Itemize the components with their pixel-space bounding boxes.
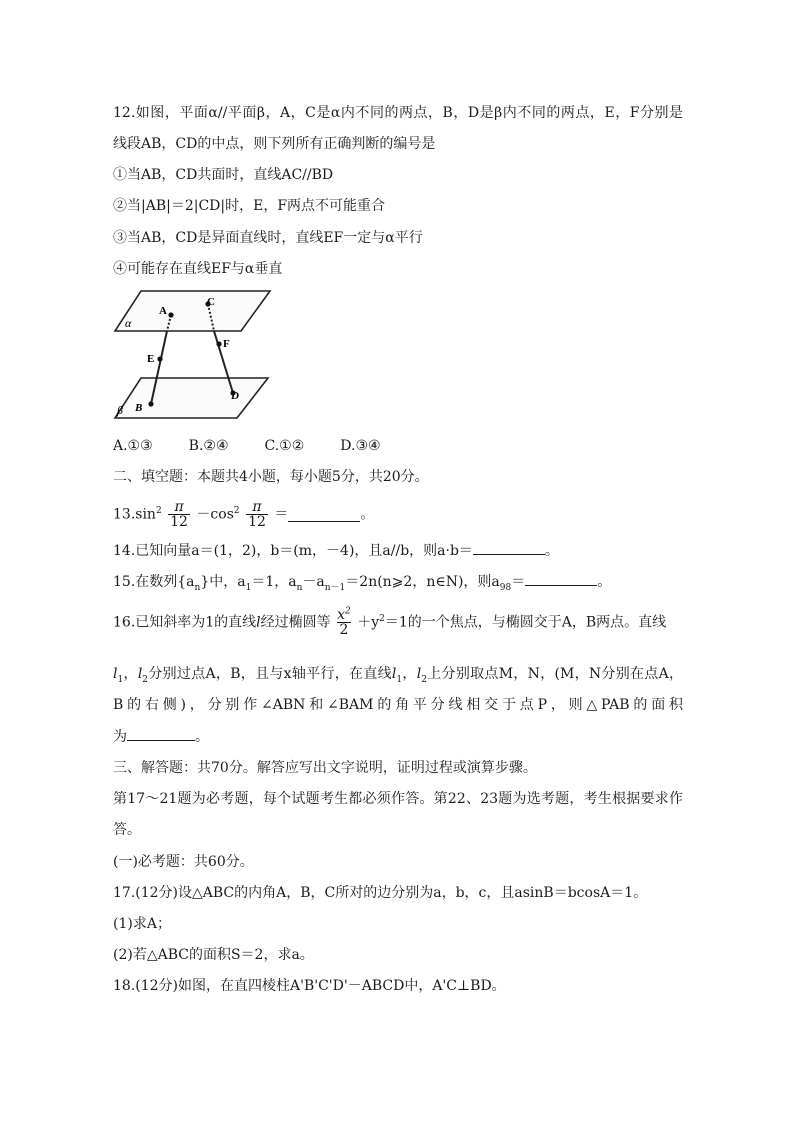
label-a: A xyxy=(159,305,167,317)
q13: $13.\sin^2$ $\frac{\pi}{12}$ $-\cos^2$ $\frac{\pi}{12}$ ＝ 。 xyxy=(113,499,375,530)
q12-statement-2: ②当|AB|＝2|CD|时，E，F两点不可能重合 xyxy=(113,198,386,214)
label-d: D xyxy=(231,390,239,402)
q16-line2: $l_1$，$l_2$分别过点A，B，且与x轴平行，在直线$l_1$，$l_2$上分别取点M，N，(M，N分别在点A， xyxy=(113,666,683,685)
label-e: E xyxy=(147,353,155,365)
parallel-planes-figure xyxy=(113,287,273,422)
q15: 15.在数列$\{a_n\}$中，$a_1=1$，$a_n-a_{n-1}=2n(n⩾2$，n∈N)，则$a_{98}=$ 。 xyxy=(113,574,612,593)
q14-answer-blank[interactable] xyxy=(473,541,545,555)
q12-line2: 线段AB，CD的中点，则下列所有正确判断的编号是 xyxy=(113,136,436,152)
q12-line1: 12.如图，平面α//平面β，A，C是α内不同的两点，B，D是β内不同的两点，E，F分别是 xyxy=(113,105,683,121)
label-f: F xyxy=(223,338,230,350)
plane-alpha xyxy=(115,291,270,331)
note-line1: 第17～21题为必考题，每个试题考生都必须作答。第22、23题为选考题，考生根据要求作 xyxy=(113,791,683,807)
q18-stem: 18.(12分)如图，在直四棱柱A'B'C'D'－ABCD中，A'C⊥BD。 xyxy=(113,978,506,994)
label-alpha: α xyxy=(125,316,132,330)
label-c: C xyxy=(207,296,215,308)
section-3-heading: 三、解答题：共70分。解答应写出文字说明，证明过程或演算步骤。 xyxy=(113,760,537,776)
label-beta: β xyxy=(117,403,123,417)
q12-statement-1: ①当AB，CD共面时，直线AC//BD xyxy=(113,167,334,183)
q16-line3: B的右侧)，分别作∠ABN和∠BAM的角平分线相交于点P，则△PAB的面积 xyxy=(113,697,683,713)
q15-answer-blank[interactable] xyxy=(525,572,597,586)
option-c[interactable]: C.①② xyxy=(264,438,305,454)
q16-line1: 16.已知斜率为1的直线l经过椭圆等 $\frac{x^2}{2}$ $+y^2=1$的一个焦点，与椭圆交于A，B两点。直线 xyxy=(113,606,667,638)
q16-line4: 为 。 xyxy=(113,729,209,745)
q12-statement-3: ③当AB，CD是异面直线时，直线EF一定与α平行 xyxy=(113,230,423,246)
q13-answer-blank[interactable] xyxy=(288,508,360,522)
q16-answer-blank[interactable] xyxy=(127,727,195,741)
point-f xyxy=(216,341,221,346)
option-d[interactable]: D.③④ xyxy=(340,438,381,454)
point-b xyxy=(148,401,153,406)
q13-frac-1: $\frac{\pi}{12}$ xyxy=(170,499,188,530)
option-a[interactable]: A.①③ xyxy=(113,438,153,454)
note-line2: 答。 xyxy=(113,822,141,838)
label-b: B xyxy=(135,402,143,414)
q17-part2: (2)若△ABC的面积S＝2，求a。 xyxy=(113,947,314,963)
q14: 14.已知向量a＝(1，2)，b＝(m，－4)，且a//b，则a·b＝ 。 xyxy=(113,543,559,559)
q12-statement-4: ④可能存在直线EF与α垂直 xyxy=(113,261,283,277)
compulsory-heading: (一)必考题：共60分。 xyxy=(113,854,254,870)
point-a xyxy=(168,312,173,317)
q13-frac-2: $\frac{\pi}{12}$ xyxy=(248,499,266,530)
section-2-heading: 二、填空题：本题共4小题，每小题5分，共20分。 xyxy=(113,469,429,485)
point-e xyxy=(157,356,162,361)
q12-options xyxy=(113,436,683,456)
q17-part1: (1)求A； xyxy=(113,916,171,932)
q16-frac: $\frac{x^2}{2}$ xyxy=(337,606,351,638)
option-b[interactable]: B.②④ xyxy=(188,438,229,454)
q17-stem: 17.(12分)设△ABC的内角A，B，C所对的边分别为a，b，c，且asinB＝bcosA＝1。 xyxy=(113,885,648,901)
